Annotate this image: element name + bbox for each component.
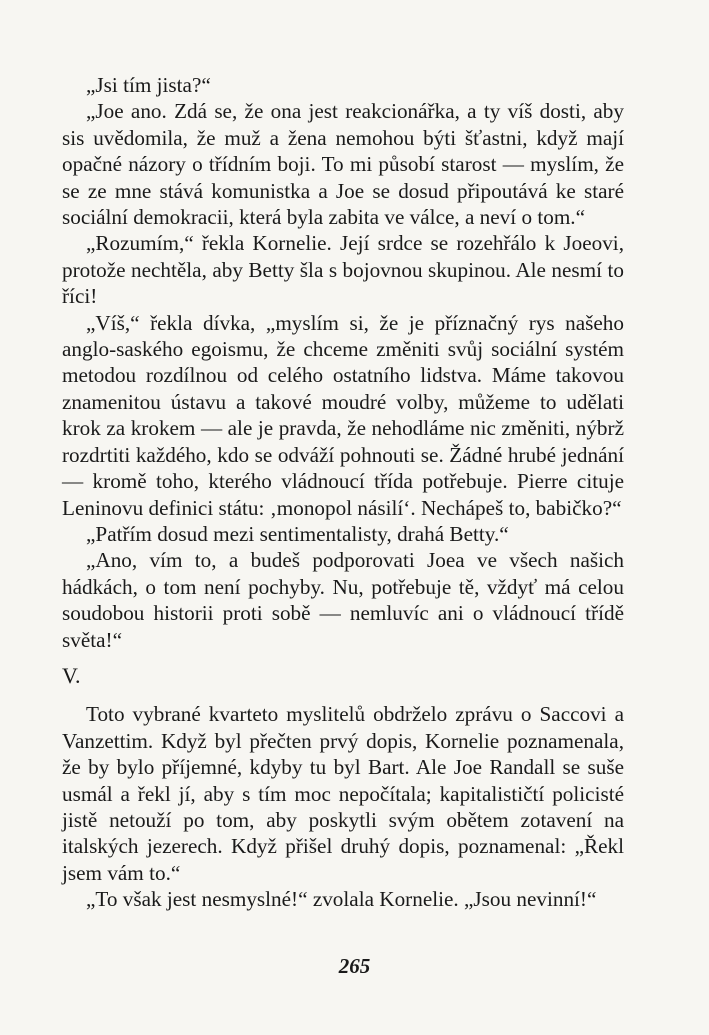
paragraph: „Jsi tím jista?“ bbox=[86, 73, 211, 97]
paragraph: „Joe ano. Zdá se, že ona jest reakcionářka, a ty víš dosti, aby sis uvědomila, že muž a žena nemohou býti šťastni, když mají opačné názory o třídním boji. To mi působí starost — myslím, že se ze mne stává komunistka a Joe se dosud připoutává ke staré sociální demokracii, která byla zabita ve válce, a neví o tom.“ bbox=[62, 99, 624, 230]
paragraph: „Rozumím,“ řekla Kornelie. Její srdce se rozehřálo k Joeovi, protože nechtěla, aby Betty šla s bojovnou skupinou. Ale nesmí to říci! bbox=[62, 231, 624, 309]
paragraph: „Ano, vím to, a budeš podporovati Joea ve všech našich hádkách, o tom není pochyby. Nu, potřebuje tě, vždyť má celou soudobou historii proti sobě — nemluvíc ani o vládnoucí třídě světa!“ bbox=[62, 548, 624, 652]
paragraph: „Patřím dosud mezi sentimentalisty, drahá Betty.“ bbox=[86, 521, 509, 546]
page-body bbox=[62, 72, 624, 913]
page-number: 265 bbox=[338, 954, 371, 978]
paragraph: „To však jest nesmyslné!“ zvolala Kornelie. „Jsou nevinní!“ bbox=[86, 887, 597, 912]
paragraph: Toto vybrané kvarteto myslitelů obdrželo zprávu o Saccovi a Vanzettim. Když byl přečten prvý dopis, Kornelie poznamenala, že by bylo příjemné, kdyby tu byl Bart. Ale Joe Randall se suše usmál a řekl jí, aby s tím moc nepočítala; kapitalističtí policisté jistě netouží po tom, aby poskytli svým obětem zotavení na italských jezerech. Když přišel druhý dopis, poznamenal: „Řekl jsem vám to.“ bbox=[62, 702, 624, 885]
paragraph: „Víš,“ řekla dívka, „myslím si, že je příznačný rys našeho anglo-saského egoismu, že chceme změniti svůj sociální systém metodou rozdílnou od celého ostatního lidstva. Máme takovou znamenitou ústavu a takové moudré volby, můžeme to udělati krok za krokem — ale je pravda, že nehodláme nic změniti, nýbrž rozdrtiti každého, kdo se odváží pohnouti se. Žádné hrubé jednání — kromě toho, kterého vládnoucí třída potřebuje. Pierre cituje Leninovu definici státu: ‚monopol násilí‘. Nechápeš to, babičko?“ bbox=[62, 310, 624, 520]
section-heading: V. bbox=[62, 662, 81, 688]
